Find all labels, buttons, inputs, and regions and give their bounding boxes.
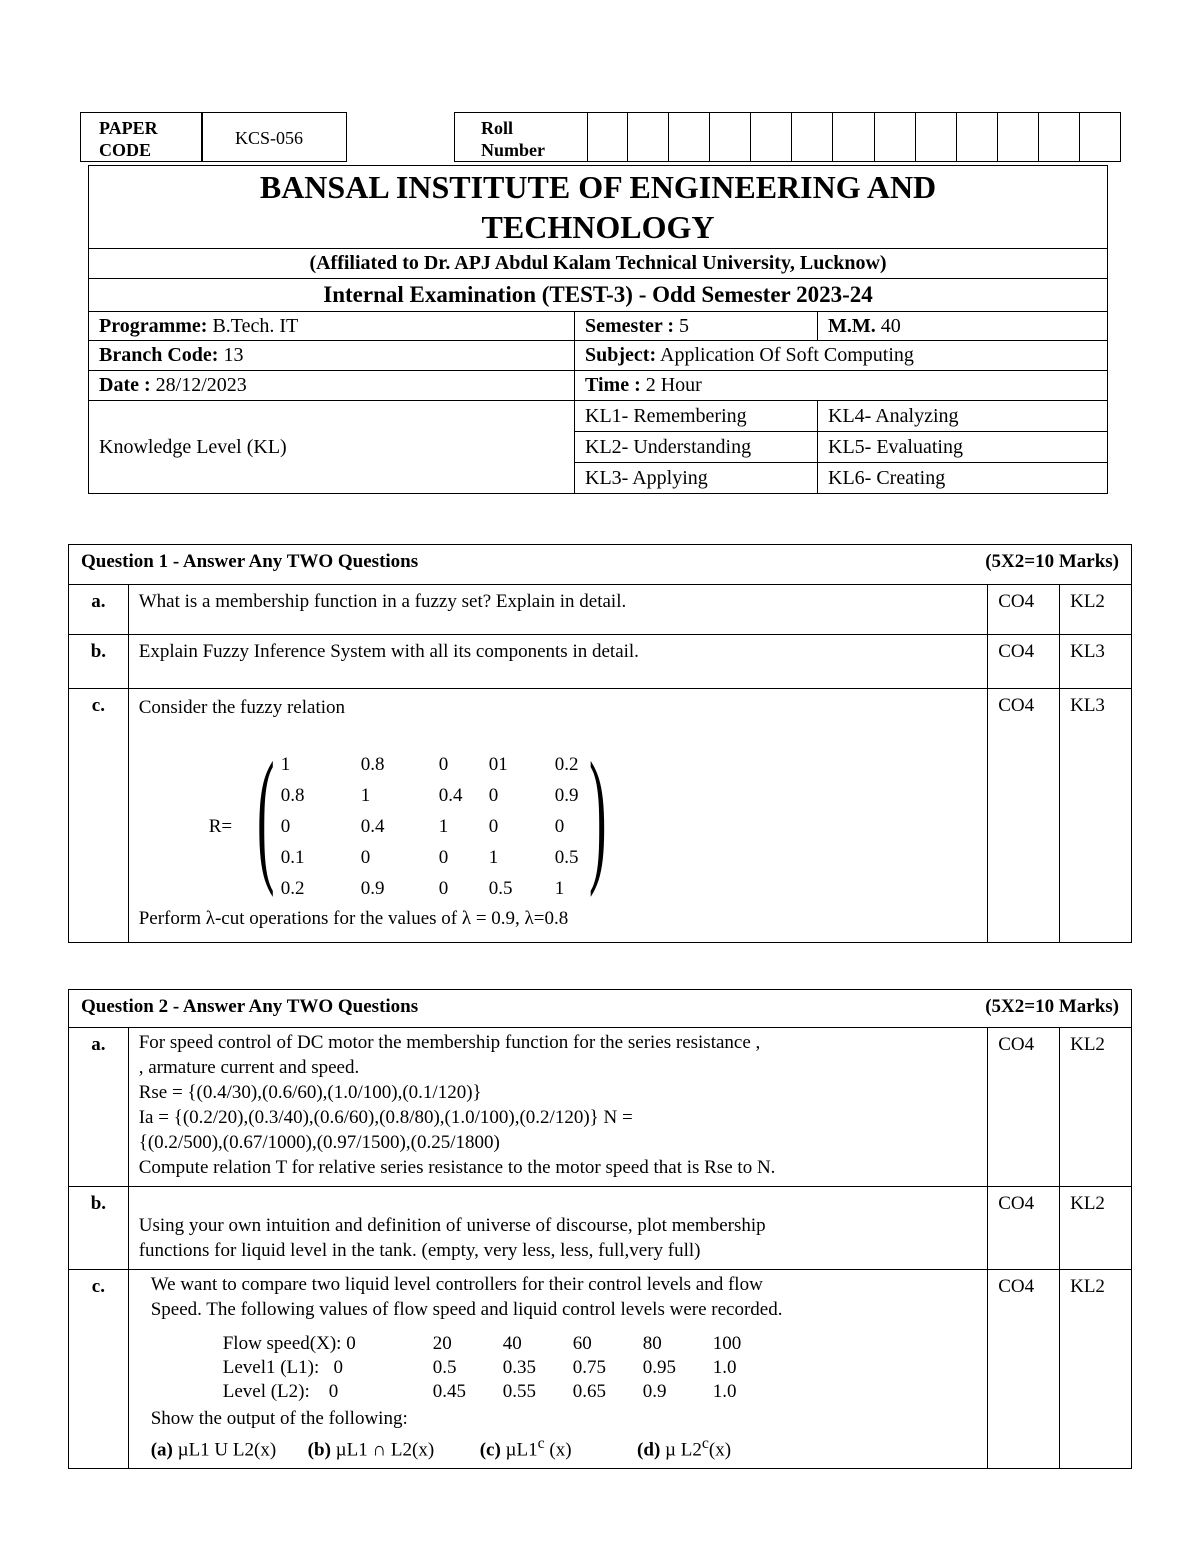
question-1-table [68,544,1132,943]
max-marks-value: 40 [875,314,901,337]
institute-name [89,166,1108,249]
matrix-cell: 0 [360,847,371,868]
q2-a-line5: {(0.2/500),(0.67/1000),(0.97/1500),(0.25/1800) [138,1132,500,1153]
matrix-cell: 1 [360,785,371,806]
roll-digit-box[interactable] [875,112,916,162]
matrix-cell: 0 [488,816,499,837]
kl2: KL2- Understanding [575,432,818,463]
q1-b-co: CO4 [988,635,1060,689]
flow-table-row [223,1356,773,1380]
flow-table-cell: 100 [712,1333,742,1354]
opt-d-label: (d) [637,1439,661,1461]
matrix-cell: 01 [488,754,508,775]
branch-cell [89,341,575,371]
matrix-cell: 0.9 [360,878,385,899]
programme-label: Programme: [99,314,208,337]
time-label: Time : [585,374,641,396]
matrix-cell: 0 [488,785,499,806]
opt-a-label: (a) [150,1439,173,1461]
semester-value: 5 [674,314,690,337]
matrix-right-paren: ) [588,732,607,898]
kl1: KL1- Remembering [575,401,818,432]
flow-table-cell: 0.9 [642,1381,667,1402]
kl5: KL5- Evaluating [818,432,1108,463]
exam-header-table [88,165,1108,494]
flow-table-cell: 0.65 [572,1381,606,1402]
roll-label-line2: Number [481,140,545,160]
q1-a-letter: a. [69,585,129,635]
exam-title: Internal Examination (TEST-3) - Odd Semester 2023-24 [89,279,1108,312]
q2-a-line2: , armature current and speed. [138,1057,360,1078]
q2-c-letter: c. [69,1270,129,1469]
subject-value: Application Of Soft Computing [656,344,914,366]
paper-code: KCS-056 [235,128,304,148]
question-2-marks: (5X2=10 Marks) [985,996,1119,1017]
q1-b-letter: b. [69,635,129,689]
subject-label: Subject: [585,344,657,366]
q2-c-show: Show the output of the following: [150,1408,408,1429]
question-2-header [69,990,1132,1028]
matrix-cell: 0.4 [438,785,463,806]
q2-b-co: CO4 [988,1187,1060,1270]
flow-table-cell: 0.95 [642,1357,676,1378]
roll-digit-box[interactable] [669,112,710,162]
q1-a-kl: KL2 [1060,585,1132,635]
flow-speed-table [223,1332,773,1404]
roll-number-boxes [587,112,1121,162]
knowledge-level-label: Knowledge Level (KL) [89,401,575,494]
opt-c: µL1 [500,1439,538,1461]
kl6: KL6- Creating [818,463,1108,494]
roll-number-label [454,112,588,162]
q1-b-text: Explain Fuzzy Inference System with all its components in detail. [128,635,988,689]
roll-digit-box[interactable] [1080,112,1121,162]
q2-b-letter: b. [69,1187,129,1270]
q2-c-line1: We want to compare two liquid level controllers for their control levels and flow [150,1274,763,1295]
question-1-title: Question 1 - Answer Any TWO Questions [81,551,419,572]
flow-table-cell: 0.35 [502,1357,536,1378]
flow-table-cell: 0.5 [432,1357,457,1378]
flow-table-cell: Level1 (L1): 0 [222,1357,344,1378]
matrix-cell: 0.4 [360,816,385,837]
q1-a-co: CO4 [988,585,1060,635]
matrix-label: R= [208,816,233,837]
opt-d-tail: (x) [708,1439,732,1461]
institute-name-line2: TECHNOLOGY [481,209,715,245]
matrix-cell: 0.2 [280,878,305,899]
paper-code-value [202,112,347,162]
matrix-cell: 0 [280,816,291,837]
branch-value: 13 [218,344,244,366]
opt-b-label: (b) [307,1439,331,1461]
q1-b-kl: KL3 [1060,635,1132,689]
q2-c-kl: KL2 [1060,1270,1132,1469]
flow-table-cell: Level (L2): 0 [222,1381,339,1402]
opt-c-label: (c) [479,1439,501,1461]
flow-table-cell: 0.45 [432,1381,466,1402]
flow-table-cell: 80 [642,1333,662,1354]
branch-label: Branch Code: [99,344,219,366]
matrix-cell: 1 [438,816,449,837]
q2-a-kl: KL2 [1060,1028,1132,1187]
matrix-cell: 0.1 [280,847,305,868]
matrix-cell: 0 [438,754,449,775]
opt-d-sup: c [701,1435,709,1452]
fuzzy-relation-matrix [199,732,978,904]
question-2-title: Question 2 - Answer Any TWO Questions [81,996,419,1017]
date-label: Date : [99,374,151,396]
matrix-cell: 0 [554,816,565,837]
max-marks-label: M.M. [828,314,876,337]
matrix-cell: 0.5 [554,847,579,868]
roll-digit-box[interactable] [998,112,1039,162]
q1-a-text: What is a membership function in a fuzzy set? Explain in detail. [128,585,988,635]
time-value: 2 Hour [640,374,702,396]
affiliation: (Affiliated to Dr. APJ Abdul Kalam Technical University, Lucknow) [89,249,1108,279]
time-cell [575,371,1108,401]
matrix-cell: 0.2 [554,754,579,775]
kl4: KL4- Analyzing [818,401,1108,432]
q1-c-task: Perform λ-cut operations for the values of λ = 0.9, λ=0.8 [138,908,569,929]
flow-table-cell: 1.0 [712,1357,737,1378]
q2-a-body [128,1028,988,1187]
roll-digit-box[interactable] [957,112,998,162]
q1-c-kl: KL3 [1060,689,1132,943]
question-1-marks: (5X2=10 Marks) [985,551,1119,572]
paper-code-label [80,112,202,162]
q2-a-line6: Compute relation T for relative series resistance to the motor speed that is Rse to N. [138,1157,776,1178]
programme-cell [89,312,575,341]
matrix-cell: 0.8 [280,785,305,806]
flow-table-cell: 0.55 [502,1381,536,1402]
opt-a: µL1 U L2(x) [172,1439,277,1461]
roll-digit-box[interactable] [710,112,751,162]
q2-c-options [151,1431,978,1462]
q1-c-text: Consider the fuzzy relation [138,697,346,718]
matrix-cell: 0 [438,847,449,868]
q2-a-line4: Ia = {(0.2/20),(0.3/40),(0.6/60),(0.8/80),(1.0/100),(0.2/120)} N = [138,1107,633,1128]
q2-c-line2: Speed. The following values of flow speed and liquid control levels were recorded. [150,1299,783,1320]
q2-c-co: CO4 [988,1270,1060,1469]
matrix-cell: 1 [488,847,499,868]
q2-b-line2: functions for liquid level in the tank. (empty, very less, less, full,very full) [138,1240,701,1261]
opt-d: µ L2 [660,1439,702,1461]
roll-digit-box[interactable] [792,112,833,162]
q2-b-kl: KL2 [1060,1187,1132,1270]
q2-b-body [128,1187,988,1270]
roll-digit-box[interactable] [751,112,792,162]
q2-a-letter: a. [69,1028,129,1187]
matrix-cell: 0.9 [554,785,579,806]
question-2-table [68,989,1132,1469]
q2-a-line3: Rse = {(0.4/30),(0.6/60),(1.0/100),(0.1/120)} [138,1082,482,1103]
matrix-cell: 1 [554,878,565,899]
flow-table-cell: 1.0 [712,1381,737,1402]
roll-digit-box[interactable] [1039,112,1080,162]
semester-cell [575,312,818,341]
semester-label: Semester : [585,314,675,337]
opt-c-sup: c [537,1435,545,1452]
institute-name-line1: BANSAL INSTITUTE OF ENGINEERING AND [259,169,937,205]
matrix-cell: 0 [438,878,449,899]
matrix-cell: 0.8 [360,754,385,775]
q1-c-letter: c. [69,689,129,943]
flow-table-row [223,1380,773,1404]
date-cell [89,371,575,401]
flow-table-row [223,1332,773,1356]
flow-table-cell: Flow speed(X): 0 [222,1333,356,1354]
date-value: 28/12/2023 [150,374,247,396]
q1-c-body [128,689,988,943]
subject-cell [575,341,1108,371]
programme-value: B.Tech. IT [207,314,299,337]
flow-table-cell: 0.75 [572,1357,606,1378]
matrix-left-paren: ( [256,732,275,898]
matrix-cell: 0.5 [488,878,513,899]
kl3: KL3- Applying [575,463,818,494]
q2-c-body [128,1270,988,1469]
paper-code-label-line1: PAPER [99,118,158,138]
q2-b-line1: Using your own intuition and definition of universe of discourse, plot membership [138,1215,766,1236]
matrix-cell: 1 [280,754,291,775]
roll-digit-box[interactable] [628,112,669,162]
paper-code-label-line2: CODE [99,140,152,160]
opt-b: µL1 ∩ L2(x) [330,1439,435,1461]
roll-label-line1: Roll [481,118,514,138]
opt-c-tail: (x) [544,1439,572,1461]
q1-c-co: CO4 [988,689,1060,943]
flow-table-cell: 40 [502,1333,522,1354]
roll-digit-box[interactable] [916,112,957,162]
roll-digit-box[interactable] [587,112,628,162]
max-marks-cell [818,312,1108,341]
q2-a-line1: For speed control of DC motor the membership function for the series resistance , [138,1032,761,1053]
question-1-header [69,545,1132,585]
q2-a-co: CO4 [988,1028,1060,1187]
roll-digit-box[interactable] [833,112,874,162]
flow-table-cell: 20 [432,1333,452,1354]
flow-table-cell: 60 [572,1333,592,1354]
